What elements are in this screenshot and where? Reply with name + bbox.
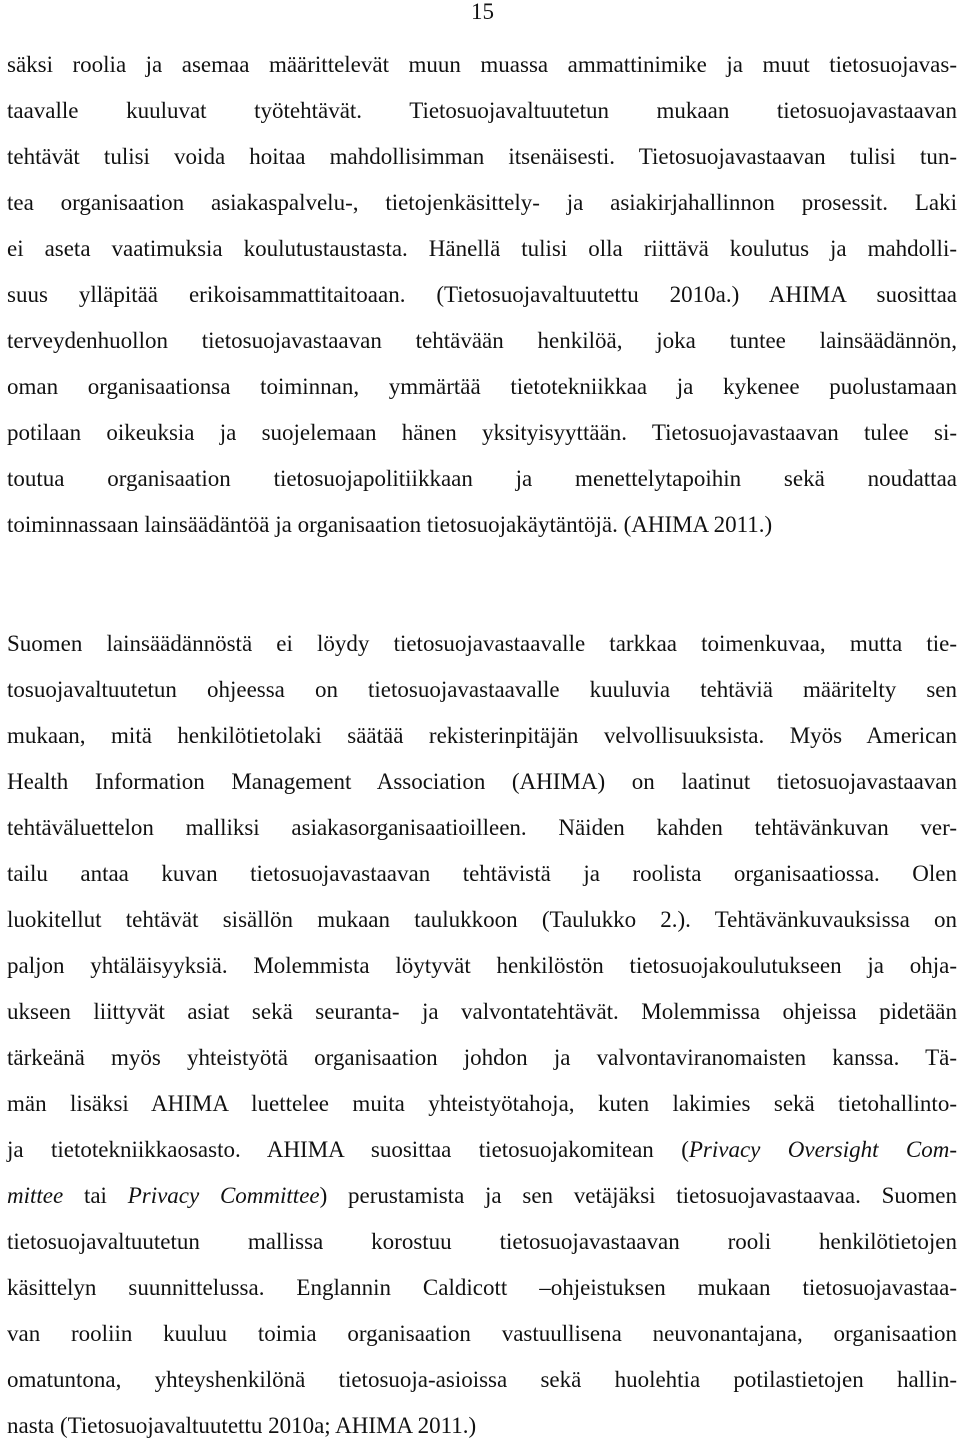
text-line: luokitellut tehtävät sisällön mukaan taulukkoon (Taulukko 2.). Tehtävänkuvauksissa on: [7, 907, 957, 932]
text-line: tietosuojavaltuutetun mallissa korostuu tietosuojavastaavan rooli henkilötietojen: [7, 1229, 957, 1254]
text-line: ukseen liittyvät asiat sekä seuranta- ja valvontatehtävät. Molemmissa ohjeissa pidetään: [7, 999, 957, 1024]
text-line: Suomen lainsäädännöstä ei löydy tietosuojavastaavalle tarkkaa toimenkuvaa, mutta tie-: [7, 631, 957, 656]
text-line: tosuojavaltuutetun ohjeessa on tietosuojavastaavalle kuuluvia tehtäviä määritelty sen: [7, 677, 957, 702]
text-line: [7, 1127, 957, 1173]
line-text: tai: [63, 1183, 128, 1208]
text-line: [7, 1173, 957, 1219]
italic-term: Privacy Committee: [127, 1183, 320, 1208]
text-line: omatuntona, yhteyshenkilönä tietosuoja-asioissa sekä huolehtia potilastietojen hallin-: [7, 1367, 957, 1392]
italic-term: Privacy Oversight Com-: [688, 1137, 957, 1162]
text-line: mukaan, mitä henkilötietolaki säätää rekisterinpitäjän velvollisuuksista. Myös American: [7, 723, 957, 748]
text-line: säksi roolia ja asemaa määrittelevät muun muassa ammattinimike ja muut tietosuojavas-: [7, 52, 957, 77]
text-line: käsittelyn suunnittelussa. Englannin Caldicott –ohjeistuksen mukaan tietosuojavastaa-: [7, 1275, 957, 1300]
line-text: ) perustamista ja sen vetäjäksi tietosuojavastaavaa. Suomen: [319, 1183, 957, 1208]
text-line: nasta (Tietosuojavaltuutettu 2010a; AHIMA 2011.): [7, 1413, 477, 1438]
text-line: paljon yhtäläisyyksiä. Molemmista löytyvät henkilöstön tietosuojakoulutukseen ja ohja-: [7, 953, 957, 978]
text-line: toutua organisaation tietosuojapolitiikkaan ja menettelytapoihin sekä noudattaa: [7, 466, 957, 491]
line-text: ja tietotekniikkaosasto. AHIMA suosittaa tietosuojakomitean (: [7, 1137, 689, 1162]
text-line: suus ylläpitää erikoisammattitaitoaan. (Tietosuojavaltuutettu 2010a.) AHIMA suosittaa: [7, 282, 957, 307]
text-line: potilaan oikeuksia ja suojelemaan hänen yksityisyyttään. Tietosuojavastaavan tulee si-: [7, 420, 957, 445]
paragraph-2: [7, 621, 957, 1449]
text-line: oman organisaationsa toiminnan, ymmärtää tietotekniikkaa ja kykenee puolustamaan: [7, 374, 957, 399]
text-line: tailu antaa kuvan tietosuojavastaavan tehtävistä ja roolista organisaatiossa. Olen: [7, 861, 957, 886]
text-line: tärkeänä myös yhteistyötä organisaation johdon ja valvontaviranomaisten kanssa. Tä-: [7, 1045, 957, 1070]
text-line: ei aseta vaatimuksia koulutustaustasta. Hänellä tulisi olla riittävä koulutus ja mahdolli-: [7, 236, 957, 261]
italic-term: mittee: [7, 1183, 64, 1208]
text-line: män lisäksi AHIMA luettelee muita yhteistyötahoja, kuten lakimies sekä tietohallinto-: [7, 1091, 957, 1116]
paragraph-1: [7, 42, 957, 548]
text-line: toiminnassaan lainsäädäntöä ja organisaation tietosuojakäytäntöjä. (AHIMA 2011.): [7, 512, 773, 537]
text-line: tea organisaation asiakaspalvelu-, tietojenkäsittely- ja asiakirjahallinnon prosessit. Laki: [7, 190, 957, 215]
text-line: terveydenhuollon tietosuojavastaavan tehtävään henkilöä, joka tuntee lainsäädännön,: [7, 328, 957, 353]
text-line: van rooliin kuuluu toimia organisaation vastuullisena neuvonantajana, organisaation: [7, 1321, 957, 1346]
text-line: tehtävät tulisi voida hoitaa mahdollisimman itsenäisesti. Tietosuojavastaavan tulisi tun-: [7, 144, 957, 169]
page-number: 15: [471, 0, 494, 24]
text-line: tehtäväluettelon malliksi asiakasorganisaatioilleen. Näiden kahden tehtävänkuvan ver-: [7, 815, 957, 840]
text-line: taavalle kuuluvat työtehtävät. Tietosuojavaltuutetun mukaan tietosuojavastaavan: [7, 98, 957, 123]
text-line: Health Information Management Association (AHIMA) on laatinut tietosuojavastaavan: [7, 769, 957, 794]
